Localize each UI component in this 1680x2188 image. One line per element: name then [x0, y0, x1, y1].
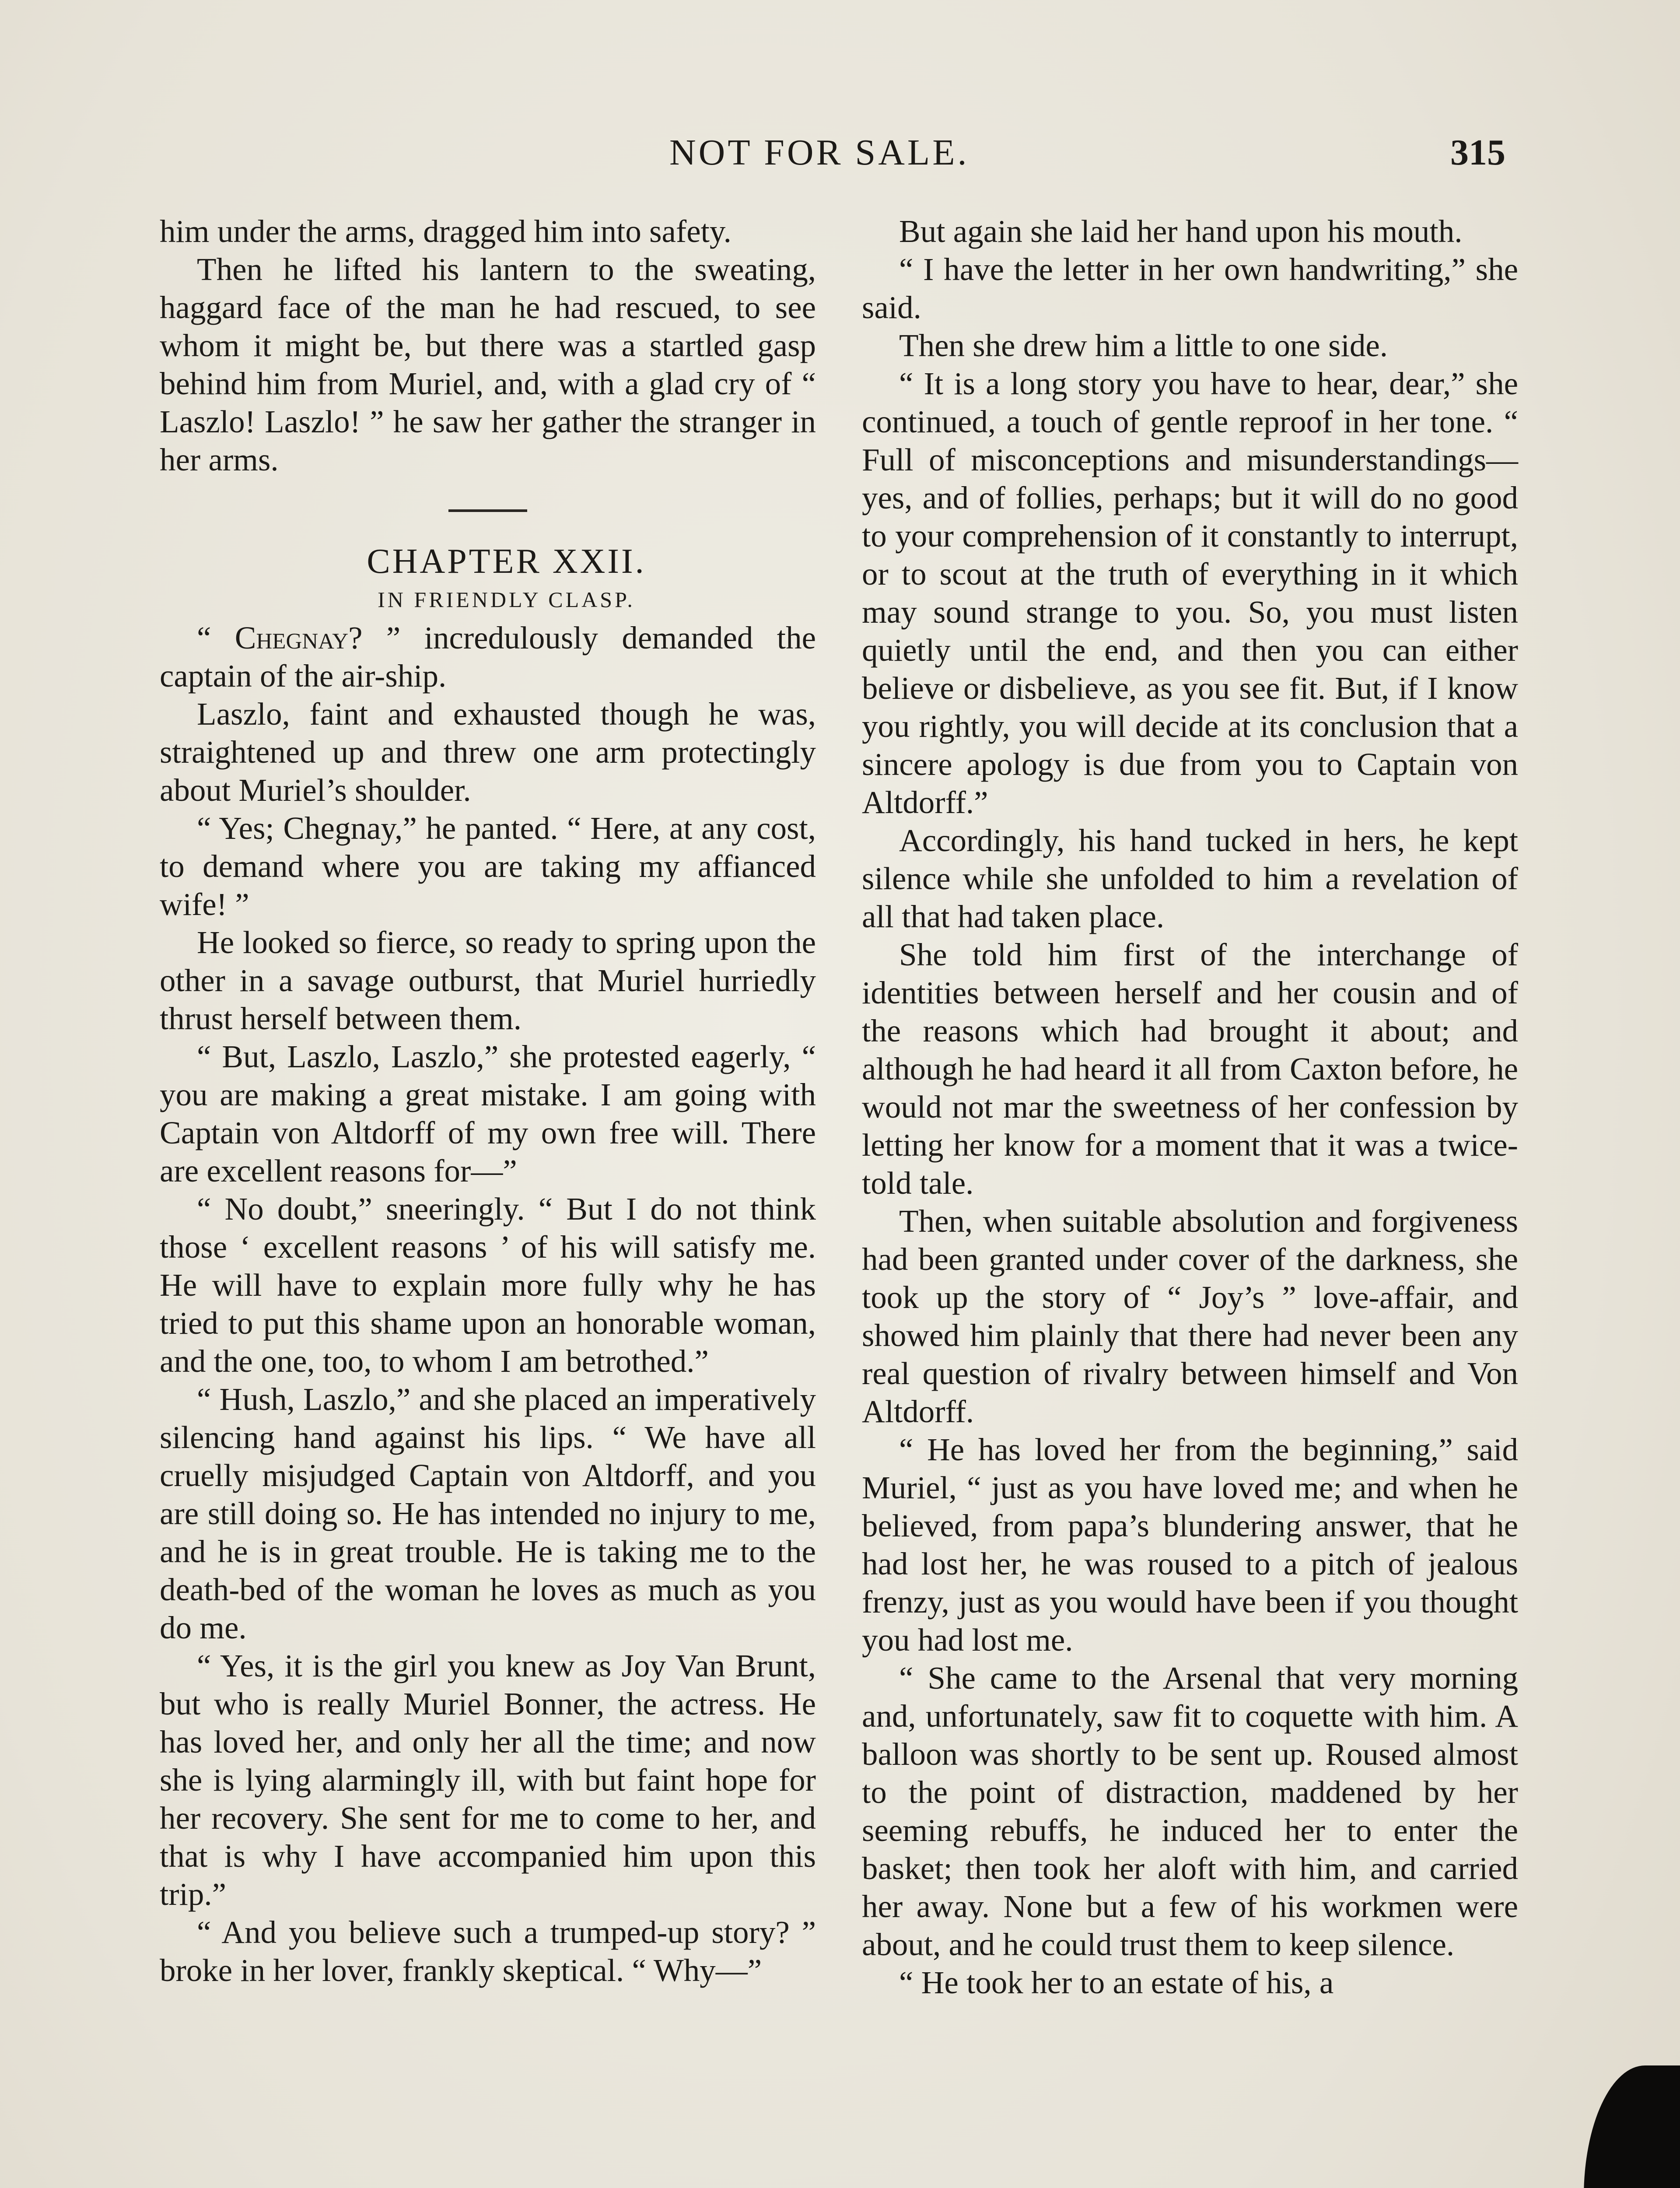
paragraph: “ He has loved her from the beginning,” said Muriel, “ just as you have loved me; and when he believed, from papa’s blundering answer, that he had lost her, he was roused to a pitch of jealous frenzy, just as you would have been if you thought you had lost me.: [862, 1432, 1518, 1658]
paragraph: Then he lifted his lantern to the sweating, haggard face of the man he had rescued, to see whom it might be, but there was a startled gasp behind him from Muriel, and, with a glad cry of “ Laszlo! Laszlo! ” he saw her gather the stranger in her arms.: [160, 252, 816, 477]
paragraph: She told him first of the interchange of identities between herself and her cousin and of the reasons which had brought it about; and although he had heard it all from Caxton before, he would not mar the sweetness of her confession by letting her know for a moment that it was a twice-told tale.: [862, 937, 1518, 1201]
section-divider: [448, 509, 527, 512]
paragraph: “ Yes, it is the girl you knew as Joy Van Brunt, but who is really Muriel Bonner, the actress. He has loved her, and only her all the time; and now she is lying alarmingly ill, with but faint hope for her recovery. She sent for me to come to her, and that is why I have accompanied him upon this trip.”: [160, 1648, 816, 1912]
paragraph: Then she drew him a little to one side.: [899, 328, 1388, 363]
chapter-subtitle: IN FRIENDLY CLASP.: [378, 587, 635, 612]
paragraph: “ And you believe such a trumped-up story? ” broke in her lover, frankly skeptical. “ Why—”: [160, 1914, 816, 1988]
chapter-title: CHAPTER XXII.: [367, 542, 646, 581]
left-column: [160, 212, 816, 1989]
paragraph: Accordingly, his hand tucked in hers, he kept silence while she unfolded to him a revelation of all that had taken place.: [862, 823, 1518, 934]
paragraph: “ She came to the Arsenal that very morning and, unfortunately, saw fit to coquette with him. A balloon was shortly to be sent up. Roused almost to the point of distraction, maddened by her seeming rebuffs, he induced her to enter the basket; then took her aloft with him, and carried her away. None but a few of his workmen were about, and he could trust them to keep silence.: [862, 1660, 1518, 1962]
page-tear-damage: [1584, 2065, 1680, 2188]
chapter-opening-words: “ Chegnay? ”: [197, 620, 401, 656]
paragraph: “ It is a long story you have to hear, dear,” she continued, a touch of gentle reproof in her tone. “ Full of misconceptions and misunderstandings—yes, and of follies, perhaps; but it will do no good to your comprehension of it constantly to interrupt, or to scout at the truth of everything in it which may sound strange to you. So, you must listen quietly until the end, and then you can either believe or disbelieve, as you see fit. But, if I know you rightly, you will decide at its conclusion that a sincere apology is due from you to Captain von Altdorff.”: [862, 366, 1518, 820]
paragraph: “ But, Laszlo, Laszlo,” she protested eagerly, “ you are making a great mistake. I am going with Captain von Altdorff of my own free will. There are excellent reasons for—”: [160, 1039, 816, 1189]
page-number: 315: [1450, 132, 1505, 173]
paragraph: “ I have the letter in her own handwriting,” she said.: [862, 252, 1518, 325]
paragraph: “ Hush, Laszlo,” and she placed an imperatively silencing hand against his lips. “ We have all cruelly misjudged Captain von Altdorff, and you are still doing so. He has intended no injury to me, and he is in great trouble. He is taking me to the death-bed of the woman he loves as much as you do me.: [160, 1382, 816, 1645]
paragraph-text: incredulously demanded the captain of the air-ship.: [160, 620, 816, 694]
paragraph: “ He took her to an estate of his, a: [899, 1965, 1334, 2000]
paragraph: “ No doubt,” sneeringly. “ But I do not think those ‘ excellent reasons ’ of his will satisfy me. He will have to explain more fully why he has tried to put this shame upon an honorable woman, and the one, too, to whom I am betrothed.”: [160, 1191, 816, 1379]
paragraph: He looked so fierce, so ready to spring upon the other in a savage outburst, that Muriel hurriedly thrust herself between them.: [160, 925, 816, 1036]
paragraph: Then, when suitable absolution and forgiveness had been granted under cover of the darkness, she took up the story of “ Joy’s ” love-affair, and showed him plainly that there had never been any real question of rivalry between himself and Von Altdorff.: [862, 1203, 1518, 1429]
paragraph: “ Yes; Chegnay,” he panted. “ Here, at any cost, to demand where you are taking my affianced wife! ”: [160, 810, 816, 922]
paragraph: him under the arms, dragged him into safety.: [160, 214, 732, 249]
paragraph: But again she laid her hand upon his mouth.: [899, 214, 1463, 249]
running-title: NOT FOR SALE.: [669, 132, 970, 173]
running-head: [0, 131, 1680, 184]
paragraph: [160, 619, 816, 695]
paragraph: Laszlo, faint and exhausted though he was, straightened up and threw one arm protectingly about Muriel’s shoulder.: [160, 696, 816, 808]
right-column: [862, 212, 1518, 2002]
